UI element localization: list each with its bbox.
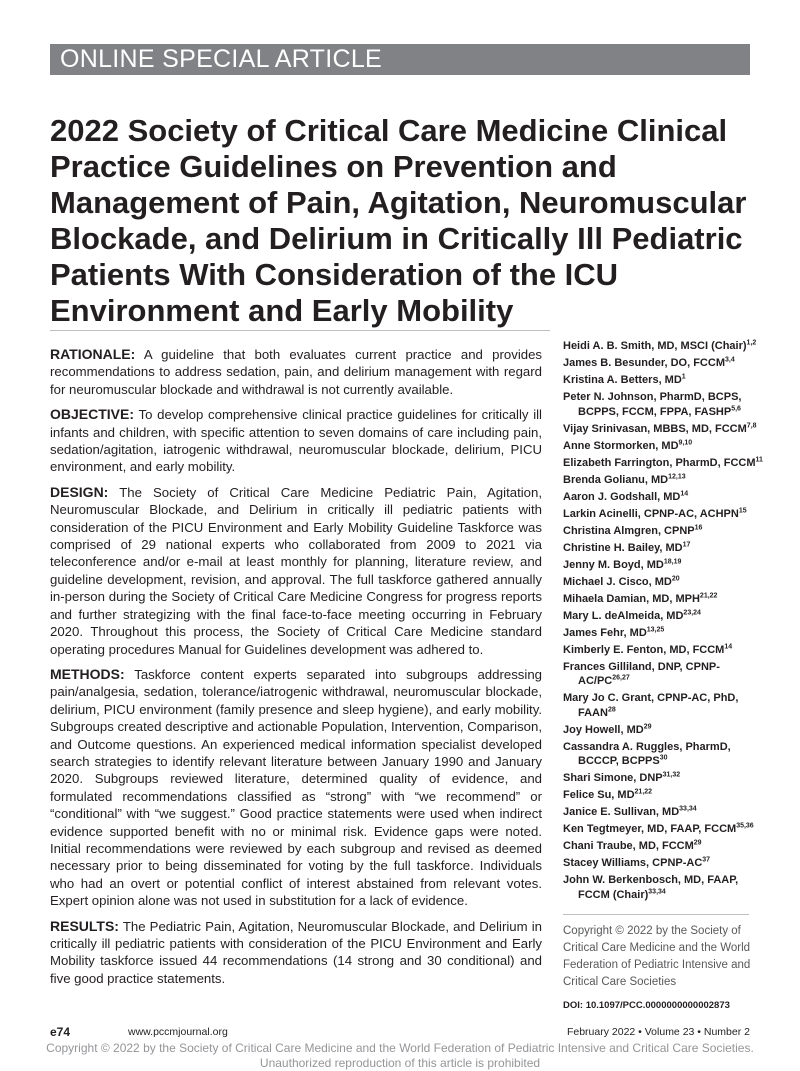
author-entry bbox=[563, 626, 763, 641]
author-name: John W. Berkenbosch, MD, FAAP, FCCM (Chair) bbox=[563, 874, 739, 901]
author-affiliation: 31,32 bbox=[662, 771, 681, 779]
author-name: Vijay Srinivasan, MBBS, MD, FCCM bbox=[563, 422, 747, 435]
author-entry bbox=[563, 839, 763, 854]
author-name: Aaron J. Godshall, MD bbox=[563, 490, 681, 503]
abstract bbox=[50, 346, 542, 995]
author-affiliation: 9,10 bbox=[678, 438, 693, 446]
copyright-notice-line1: Copyright © 2022 by the Society of Critical Care Medicine and the World Federation of Pediatric Intensive and Critical Care Societies. bbox=[46, 1041, 754, 1055]
copyright-statement: Copyright © 2022 by the Society of Critical Care Medicine and the World Federation of Pediatric Intensive and Critical Care Societies bbox=[563, 925, 751, 988]
abstract-methods: METHODS: Taskforce content experts separated into subgroups addressing pain/analgesia, sedation, tolerance/iatrogenic withdrawal, neuromuscular blockade, delirium, PICU environment (family presence and sleep hygiene), and early mobility. Subgroups created descriptive and actionable Population, Intervention, Comparison, and Outcome questions. An experienced medical information specialist developed search strategies to identify relevant literature between January 1990 and January 2020. Subgroups reviewed literature, determined quality of evidence, and formulated recommendations classified as “strong” with “we recommend” or “conditional” with “we suggest.” Good practice statements were used when indirect evidence supported benefit with no or minimal risk. Evidence gaps were noted. Initial recommendations were reviewed by each subgroup and revised as deemed necessary prior to being disseminated for voting by the full taskforce. Individuals who had an overt or potential conflict of interest abstained from relevant votes. Expert opinion alone was not used in substitution for a lack of evidence. bbox=[50, 665, 542, 909]
author-entry bbox=[563, 822, 763, 837]
copyright-notice-line2: Unauthorized reproduction of this article is prohibited bbox=[259, 1056, 541, 1070]
author-entry bbox=[563, 507, 763, 522]
author-entry bbox=[563, 373, 763, 388]
author-name: Heidi A. B. Smith, MD, MSCI (Chair) bbox=[563, 340, 747, 352]
page-number: e74 bbox=[50, 1025, 71, 1039]
author-affiliation: 14 bbox=[680, 489, 689, 497]
author-affiliation: 14 bbox=[724, 642, 733, 650]
author-entry bbox=[563, 691, 763, 720]
author-entry bbox=[563, 660, 763, 689]
author-entry bbox=[563, 558, 763, 573]
author-name: Elizabeth Farrington, PharmD, FCCM bbox=[563, 456, 756, 469]
section-banner: ONLINE SPECIAL ARTICLE bbox=[50, 44, 750, 75]
author-name: Brenda Golianu, MD bbox=[563, 473, 669, 486]
author-affiliation: 3,4 bbox=[725, 356, 735, 364]
author-affiliation: 29 bbox=[643, 722, 652, 730]
author-name: Anne Stormorken, MD bbox=[563, 439, 679, 452]
author-entry bbox=[563, 723, 763, 738]
author-affiliation: 23,24 bbox=[683, 608, 701, 616]
abstract-results: RESULTS: The Pediatric Pain, Agitation, Neuromuscular Blockade, and Delirium in critically ill pediatric patients with consideration of the PICU Environment and Early Mobility taskforce issued 44 recommendations (14 strong and 30 conditional) and five good practice statements. bbox=[50, 917, 542, 986]
author-entry bbox=[563, 524, 763, 539]
author-entry bbox=[563, 609, 763, 624]
copyright-notice bbox=[0, 1041, 800, 1071]
author-name: Christina Almgren, CPNP bbox=[563, 524, 695, 537]
author-name: Joy Howell, MD bbox=[563, 723, 644, 736]
author-entry bbox=[563, 740, 763, 769]
author-sidebar bbox=[563, 339, 763, 1011]
author-entry bbox=[563, 643, 763, 658]
author-entry bbox=[563, 490, 763, 505]
author-affiliation: 26,27 bbox=[612, 674, 630, 682]
author-affiliation: 12,13 bbox=[668, 472, 686, 480]
author-affiliation: 37 bbox=[702, 856, 711, 864]
author-name: Kristina A. Betters, MD bbox=[563, 374, 682, 386]
author-affiliation: 28 bbox=[607, 705, 616, 713]
author-affiliation: 15 bbox=[738, 506, 747, 514]
author-affiliation: 11 bbox=[755, 455, 763, 463]
author-affiliation: 20 bbox=[671, 574, 680, 582]
author-entry bbox=[563, 873, 763, 902]
author-name: Chani Traube, MD, FCCM bbox=[563, 840, 694, 852]
author-entry bbox=[563, 473, 763, 488]
author-name: Frances Gilliland, DNP, CPNP-AC/PC bbox=[563, 660, 720, 687]
author-name: Felice Su, MD bbox=[563, 789, 635, 801]
author-affiliation: 18,19 bbox=[663, 557, 682, 565]
author-entry bbox=[563, 390, 763, 419]
issue-info: February 2022 • Volume 23 • Number 2 bbox=[566, 1026, 750, 1038]
author-affiliation: 1 bbox=[681, 373, 686, 381]
author-name: Mihaela Damian, MD, MPH bbox=[563, 592, 700, 605]
author-entry bbox=[563, 771, 763, 786]
author-affiliation: 35,36 bbox=[736, 822, 754, 830]
author-name: James Fehr, MD bbox=[563, 626, 647, 639]
author-name: Stacey Williams, CPNP-AC bbox=[563, 857, 703, 869]
author-name: Kimberly E. Fenton, MD, FCCM bbox=[563, 643, 725, 656]
author-affiliation: 33,34 bbox=[679, 805, 697, 813]
author-list bbox=[563, 339, 763, 902]
author-name: Christine H. Bailey, MD bbox=[563, 541, 683, 554]
author-affiliation: 33,34 bbox=[648, 887, 666, 895]
author-affiliation: 29 bbox=[693, 839, 702, 847]
title-divider bbox=[50, 330, 550, 331]
author-affiliation: 30 bbox=[659, 754, 668, 762]
author-entry bbox=[563, 788, 763, 803]
abstract-rationale: RATIONALE: A guideline that both evaluates current practice and provides recommendations to address sedation, pain, and delirium management with regard for neuromuscular blockade and withdrawal is not currently available. bbox=[50, 346, 543, 397]
author-affiliation: 17 bbox=[682, 540, 691, 548]
author-name: Larkin Acinelli, CPNP-AC, ACHPN bbox=[563, 507, 739, 520]
author-affiliation: 21,22 bbox=[634, 788, 653, 796]
author-name: Mary Jo C. Grant, CPNP-AC, PhD, FAAN bbox=[563, 692, 739, 719]
author-affiliation: 5,6 bbox=[731, 404, 741, 412]
author-affiliation: 1,2 bbox=[746, 339, 757, 347]
author-name: Shari Simone, DNP bbox=[563, 772, 663, 784]
journal-url[interactable]: www.pccmjournal.org bbox=[128, 1026, 228, 1038]
author-entry bbox=[563, 541, 763, 556]
author-name: Janice E. Sullivan, MD bbox=[563, 806, 680, 818]
sidebar-divider bbox=[563, 914, 749, 915]
author-affiliation: 13,25 bbox=[646, 625, 665, 633]
article-title: 2022 Society of Critical Care Medicine Clinical Practice Guidelines on Prevention and Management of Pain, Agitation, Neuromuscular Blockade, and Delirium in Critically Ill Pediatric Patients With Consideration of the ICU Environment and Early Mobility bbox=[50, 113, 747, 328]
abstract-objective: OBJECTIVE: To develop comprehensive clinical practice guidelines for critically ill infants and children, with specific attention to seven domains of care including pain, sedation/agitation, iatrogenic withdrawal, neuromuscular blockade, delirium, PICU environment, and early mobility. bbox=[50, 406, 542, 475]
doi-link[interactable]: DOI: 10.1097/PCC.0000000000002873 bbox=[563, 1000, 730, 1011]
author-entry bbox=[563, 592, 763, 607]
author-entry bbox=[563, 339, 763, 354]
author-entry bbox=[563, 356, 763, 371]
author-affiliation: 16 bbox=[694, 523, 703, 531]
author-entry bbox=[563, 456, 763, 471]
author-entry bbox=[563, 805, 763, 820]
author-name: Mary L. deAlmeida, MD bbox=[563, 609, 684, 622]
author-entry bbox=[563, 856, 763, 871]
abstract-design: DESIGN: The Society of Critical Care Medicine Pediatric Pain, Agitation, Neuromuscular Blockade, and Delirium in critically ill pediatric patients with consideration of the PICU Environment and Early Mobility Guideline Taskforce was comprised of 29 national experts who collaborated from 2009 to 2021 via teleconference and/or e-mail at least monthly for planning, literature review, and guideline development, revision, and approval. The full taskforce gathered annually in-person during the Society of Critical Care Medicine Congress for progress reports and further strategizing with the final face-to-face meeting occurring in February 2020. Throughout this process, the Society of Critical Care Medicine standard operating procedures Manual for Guidelines development was adhered to. bbox=[50, 483, 542, 657]
author-entry bbox=[563, 422, 763, 437]
page-footer bbox=[50, 1024, 750, 1040]
author-name: Peter N. Johnson, PharmD, BCPS, BCPPS, FCCM, FPPA, FASHP bbox=[563, 391, 742, 418]
author-affiliation: 21,22 bbox=[699, 591, 718, 599]
author-entry bbox=[563, 575, 763, 590]
author-name: Jenny M. Boyd, MD bbox=[563, 558, 664, 571]
author-entry bbox=[563, 439, 763, 454]
author-name: Ken Tegtmeyer, MD, FAAP, FCCM bbox=[563, 823, 737, 835]
author-affiliation: 7,8 bbox=[746, 421, 757, 429]
author-name: James B. Besunder, DO, FCCM bbox=[563, 357, 725, 369]
author-name: Michael J. Cisco, MD bbox=[563, 575, 672, 588]
author-name: Cassandra A. Ruggles, PharmD, BCCCP, BCPPS bbox=[563, 740, 731, 767]
